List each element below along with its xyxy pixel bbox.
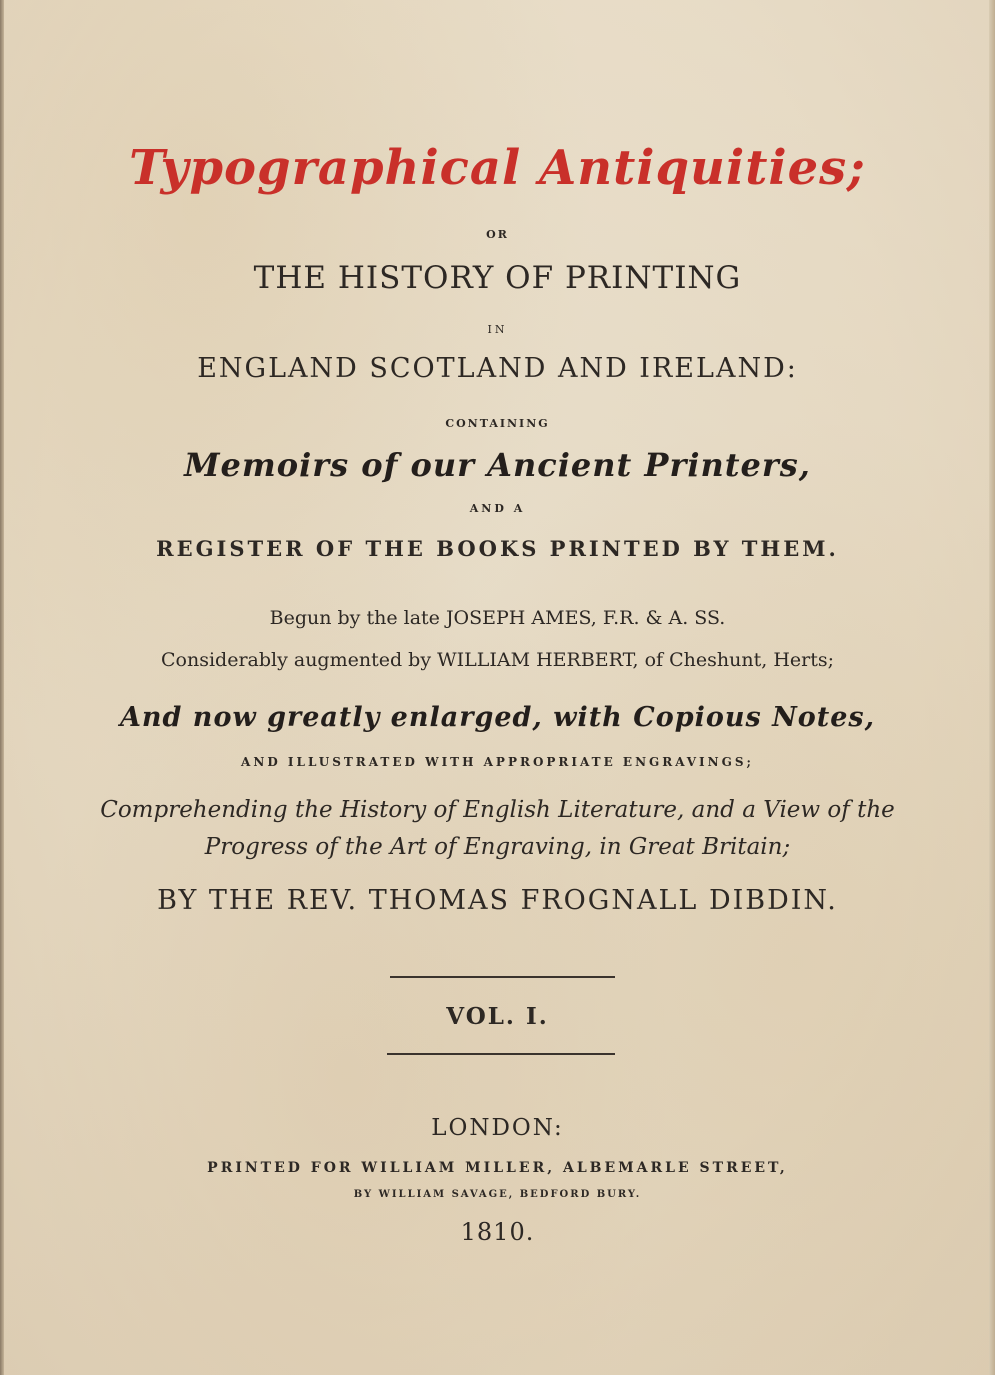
and-a-connector: AND A xyxy=(469,502,526,515)
volume-label: VOL. I. xyxy=(446,1003,549,1030)
divider-top xyxy=(390,976,615,978)
divider-bottom xyxy=(387,1053,615,1055)
enlarged-line: And now greatly enlarged, with Copious Notes, xyxy=(119,702,876,733)
imprint-printer: BY WILLIAM SAVAGE, BEDFORD BURY. xyxy=(353,1189,642,1200)
containing-connector: CONTAINING xyxy=(445,417,550,430)
in-connector: IN xyxy=(487,323,508,336)
or-connector: OR xyxy=(486,228,509,241)
comprehending-line-1: Comprehending the History of English Literature, and a View of the xyxy=(100,797,895,823)
comprehending-line-2: Progress of the Art of Engraving, in Great Britain; xyxy=(204,834,791,860)
imprint-place: LONDON: xyxy=(431,1115,564,1141)
register-heading: REGISTER OF THE BOOKS PRINTED BY THEM. xyxy=(156,536,839,561)
imprint-publisher: PRINTED FOR WILLIAM MILLER, ALBEMARLE STREET, xyxy=(207,1160,788,1176)
augmented-by-line: Considerably augmented by WILLIAM HERBERT, of Cheshunt, Herts; xyxy=(161,649,834,671)
begun-by-line: Begun by the late JOSEPH AMES, F.R. & A. SS. xyxy=(269,607,726,629)
book-title: Typographical Antiquities; xyxy=(129,140,866,196)
memoirs-heading: Memoirs of our Ancient Printers, xyxy=(184,446,811,484)
imprint-year: 1810. xyxy=(460,1218,535,1246)
subtitle-countries: ENGLAND SCOTLAND AND IRELAND: xyxy=(197,353,798,384)
illustrated-line: AND ILLUSTRATED WITH APPROPRIATE ENGRAVINGS; xyxy=(241,755,754,769)
subtitle-history: THE HISTORY OF PRINTING xyxy=(253,260,742,296)
author-line: BY THE REV. THOMAS FROGNALL DIBDIN. xyxy=(157,885,838,916)
